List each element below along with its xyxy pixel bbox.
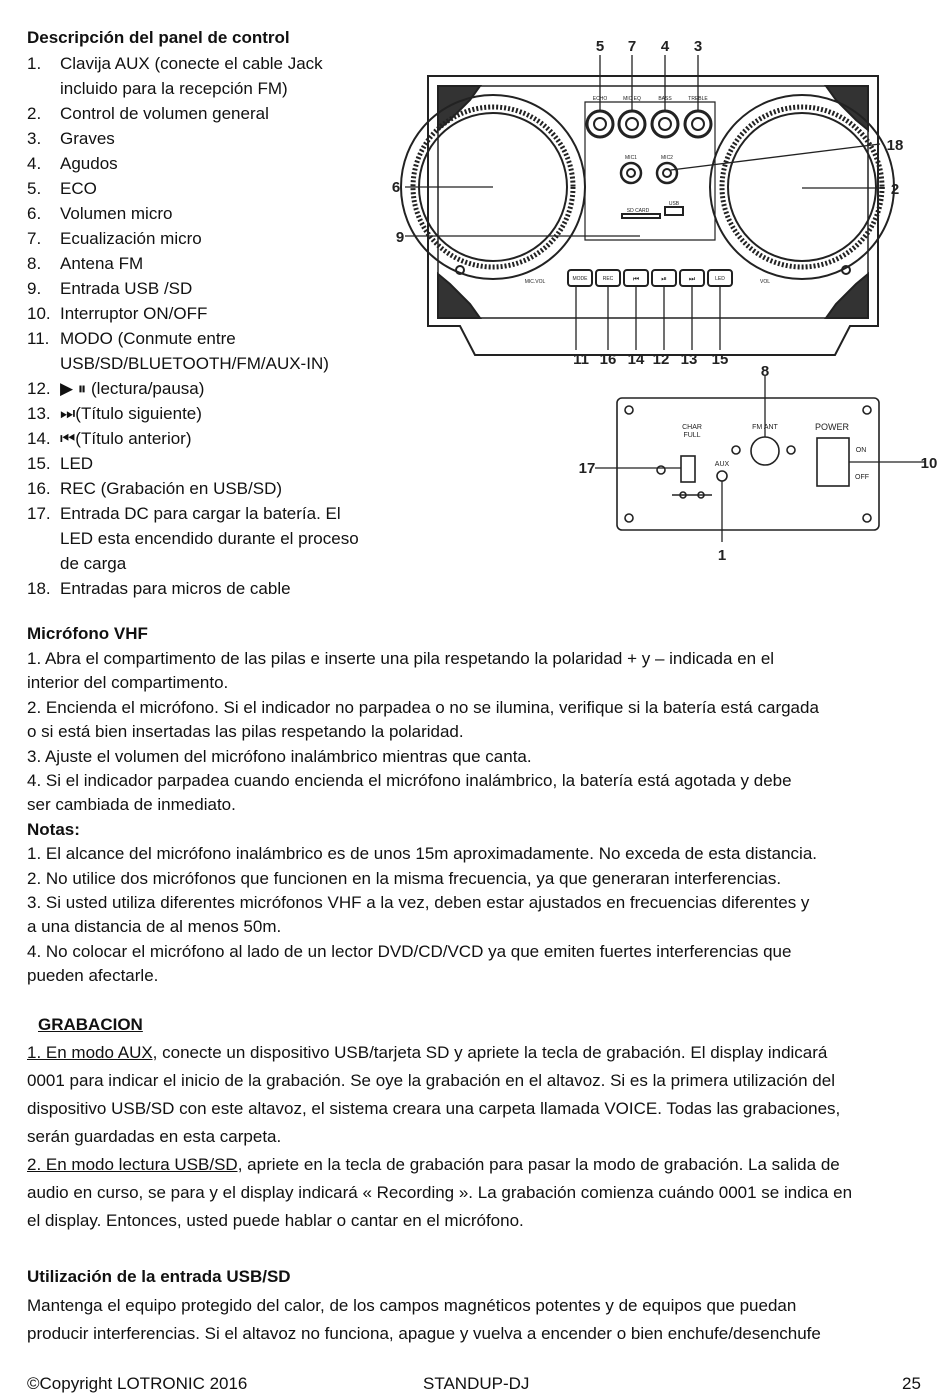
- paragraph-line: 3. Ajuste el volumen del micrófono inalámbrico mientras que canta.: [27, 746, 532, 766]
- callout-1: 1: [717, 547, 727, 564]
- panel-items-list: [27, 51, 367, 601]
- aux-label: AUX: [714, 461, 730, 468]
- callout-11: 11: [573, 351, 589, 368]
- paragraph-line: 4. No colocar el micrófono al lado de un lector DVD/CD/VCD ya que emiten fuertes interferencias que: [27, 941, 792, 961]
- paragraph-line: audio en curso, se para y el display indicará « Recording ». La grabación comienza cuándo 0001 se indica en: [27, 1183, 853, 1202]
- on-label: ON: [855, 447, 867, 454]
- paragraph-line: serán guardadas en esta carpeta.: [27, 1127, 282, 1146]
- paragraph-line: a una distancia de al menos 50m.: [27, 917, 282, 937]
- prev-button-label: ⏮: [632, 276, 640, 283]
- paragraph-line: 1. Abra el compartimento de las pilas e inserte una pila respetando la polaridad + y – indicada en el: [27, 649, 775, 668]
- paragraph-line: 2. Encienda el micrófono. Si el indicador no parpadea o no se ilumina, verifique si la batería está cargada: [27, 697, 819, 717]
- list-item: 17. Entrada DC para cargar la batería. El LED esta encendido durante el proceso de carga: [27, 504, 359, 573]
- callout-6: 6: [391, 179, 401, 196]
- callout-18: 18: [886, 137, 904, 154]
- fm-ant-label: FM ANT: [752, 424, 778, 431]
- callout-8: 8: [760, 363, 770, 380]
- list-item: 13. ⏭(Título siguiente): [27, 404, 202, 423]
- mic-instructions: [27, 647, 907, 989]
- off-label: OFF: [855, 474, 869, 481]
- paragraph-line: dispositivo USB/SD con este altavoz, el sistema creara una carpeta llamada VOICE. Todas las grabaciones,: [27, 1099, 841, 1118]
- back-panel-diagram: [575, 362, 940, 567]
- knob-label-echo: ECHO: [592, 96, 608, 102]
- recording-section-title: GRABACION: [38, 1015, 143, 1034]
- callout-5: 5: [595, 38, 605, 55]
- callout-16: 16: [599, 351, 617, 368]
- callout-14: 14: [627, 351, 645, 368]
- list-item: 7. Ecualización micro: [27, 229, 202, 248]
- list-item: 2. Control de volumen general: [27, 104, 269, 123]
- callout-15: 15: [711, 351, 729, 368]
- usb-label: USB: [668, 201, 680, 207]
- footer-model: STANDUP-DJ: [423, 1374, 530, 1393]
- footer-copyright: ©Copyright LOTRONIC 2016: [27, 1374, 248, 1393]
- callout-13: 13: [680, 351, 698, 368]
- callout-17: 17: [578, 460, 596, 477]
- sd-card-label: SD CARD: [626, 208, 650, 214]
- paragraph-line: 3. Si usted utiliza diferentes micrófonos VHF a la vez, deben estar ajustados en frecuencias diferentes y: [27, 893, 810, 913]
- notes-title: Notas:: [27, 819, 80, 839]
- recording-aux-lead: 1. En modo AUX,: [27, 1043, 158, 1062]
- led-button-label: LED: [715, 276, 725, 282]
- list-item: 6. Volumen micro: [27, 204, 173, 223]
- list-item: 1. Clavija AUX (conecte el cable Jack incluido para la recepción FM): [27, 54, 323, 98]
- usb-instructions: [27, 1292, 917, 1348]
- callout-10: 10: [920, 455, 938, 472]
- mode-button-label: MODE: [572, 276, 588, 282]
- play-button-label: ⏯: [661, 276, 667, 283]
- list-item: 4. Agudos: [27, 154, 118, 173]
- footer-page-number: 25: [902, 1374, 921, 1393]
- list-item: 8. Antena FM: [27, 254, 144, 273]
- knob-label-bass: BASS: [658, 96, 672, 102]
- usb-section-title: Utilización de la entrada USB/SD: [27, 1267, 291, 1286]
- front-panel-diagram: [380, 30, 920, 370]
- paragraph-line: Mantenga el equipo protegido del calor, de los campos magnéticos potentes y de equipos que puedan: [27, 1296, 797, 1315]
- mic2-label: MIC2: [661, 155, 673, 161]
- callout-2: 2: [890, 181, 900, 198]
- list-item: 3. Graves: [27, 129, 115, 148]
- char-label: CHAR: [682, 424, 702, 431]
- list-item: 18. Entradas para micros de cable: [27, 579, 291, 598]
- full-label: FULL: [683, 432, 701, 439]
- vol-label: VOL: [759, 279, 771, 285]
- paragraph-line: 4. Si el indicador parpadea cuando encienda el micrófono inalámbrico, la batería está agotada y debe: [27, 771, 792, 791]
- paragraph-line: producir interferencias. Si el altavoz no funciona, apague y vuelva a encender o bien enchufe/desenchufe: [27, 1324, 821, 1343]
- callout-7: 7: [627, 38, 637, 55]
- knob-label-mic-eq: MIC EQ: [623, 96, 641, 102]
- paragraph-line: interior del compartimento.: [27, 673, 229, 693]
- list-item: 9. Entrada USB /SD: [27, 279, 193, 298]
- callout-12: 12: [652, 351, 670, 368]
- paragraph-line: pueden afectarle.: [27, 966, 159, 986]
- callout-3: 3: [693, 38, 703, 55]
- list-item: 10. Interruptor ON/OFF: [27, 304, 208, 323]
- paragraph-line: el display. Entonces, usted puede hablar o cantar en el micrófono.: [27, 1211, 524, 1230]
- mic-vol-label: MIC.VOL: [524, 279, 546, 285]
- paragraph-line: 2. No utilice dos micrófonos que funcionen en la misma frecuencia, ya que generaran interferencias.: [27, 868, 782, 888]
- recording-usb-lead: 2. En modo lectura USB/SD,: [27, 1155, 243, 1174]
- recording-instructions: 1. En modo AUX, conecte un dispositivo USB/tarjeta SD y apriete la tecla de grabación. El display indicará 0001 para indicar el inicio de la grabación. Se oye la grabación en el altavoz. Si es la primera utilización del dispositivo USB/SD con este altavoz, el sistema creara una carpeta llamada VOICE. Todas las grabaciones, serán guardadas en esta carpeta. 2. En modo lectura USB/SD, apriete en la tecla de grabación para pasar la modo de grabación. La salida de audio en curso, se para y el display indicará « Recording ». La grabación comienza cuándo 0001 se indica en el display. Entonces, usted puede hablar o cantar en el micrófono.: [27, 1039, 917, 1235]
- paragraph-line: 1. El alcance del micrófono inalámbrico es de unos 15m aproximadamente. No exceda de esta distancia.: [27, 844, 817, 864]
- paragraph-line: 0001 para indicar el inicio de la grabación. Se oye la grabación en el altavoz. Si es la primera utilización del: [27, 1071, 835, 1090]
- paragraph-line: ser cambiada de inmediato.: [27, 795, 236, 815]
- power-label: POWER: [814, 422, 850, 432]
- paragraph-line: o si está bien insertadas las pilas respetando la polaridad.: [27, 722, 464, 742]
- list-item: 12. ▶ ⏸ (lectura/pausa): [27, 379, 205, 398]
- list-item: 5. ECO: [27, 179, 97, 198]
- mic-section-title: Micrófono VHF: [27, 624, 148, 643]
- panel-title: Descripción del panel de control: [27, 28, 290, 47]
- list-item: 11. MODO (Conmute entre USB/SD/BLUETOOTH/FM/AUX-IN): [27, 329, 329, 373]
- callout-4: 4: [660, 38, 670, 55]
- rec-button-label: REC: [602, 276, 614, 282]
- mic1-label: MIC1: [625, 155, 637, 161]
- list-item: 16. REC (Grabación en USB/SD): [27, 479, 283, 498]
- callout-9: 9: [395, 229, 405, 246]
- list-item: 15. LED: [27, 454, 94, 473]
- next-button-label: ⏭: [688, 276, 696, 283]
- list-item: 14. ⏮(Título anterior): [27, 429, 192, 448]
- knob-label-treble: TREBLE: [688, 96, 708, 102]
